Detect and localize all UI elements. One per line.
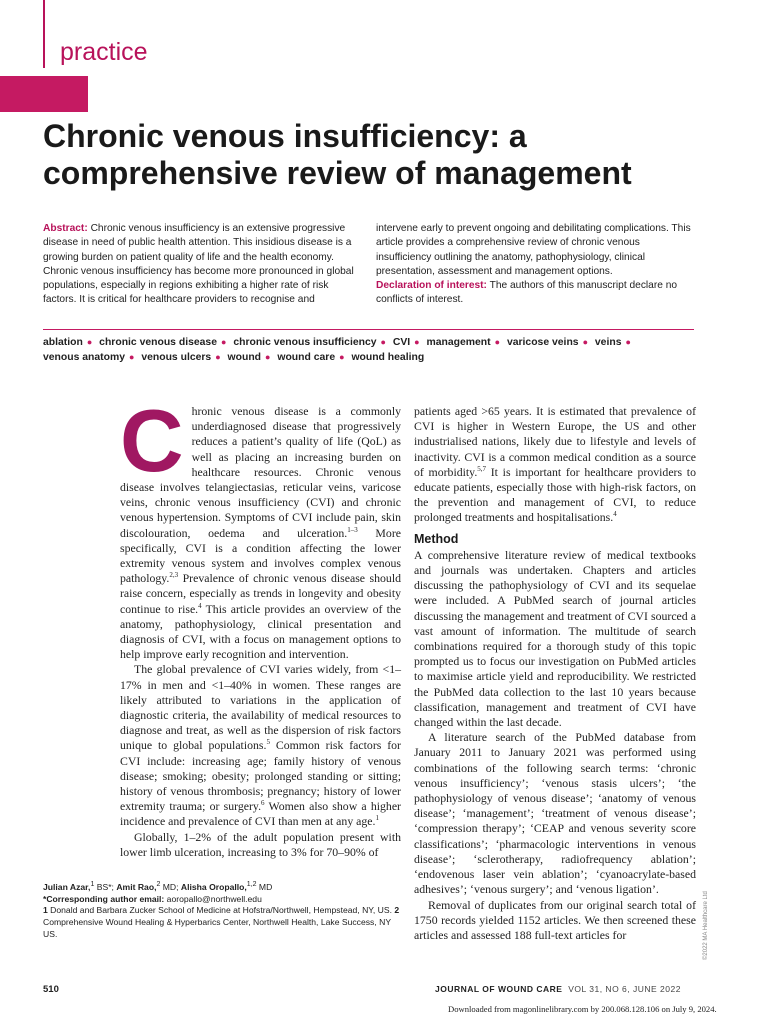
- abstract-right: [376, 222, 696, 308]
- journal-footer: [435, 984, 681, 994]
- keywords-divider: [43, 329, 694, 330]
- body-paragraph: Chronic venous disease is a commonly underdiagnosed disease that progressively reduces a patient’s quality of life (QoL) as well as placing an increasing burden on healthcare resources. Chronic venous disease involves telangiectasias, reticular veins, varicose veins, chronic venous insufficiency (CVI) and chronic venous hypertension. Symptoms of CVI include pain, skin discolouration, oedema and ulceration.$^{1-3}$ More specifically, CVI is a condition affecting the lower extremity venous system and involves complex venous pathology.$^{2,3}$ Prevalence of chronic venous disease should raise concern, especially as trends in longevity and obesity continue to rise.$^4$ This article provides an overview of the anatomy, pathophysiology, clinical presentation and diagnosis of CVI, with a focus on management options to help improve early recognition and intervention.: [120, 391, 401, 662]
- keyword[interactable]: chronic venous insufficiency: [233, 337, 377, 348]
- keyword-bullet: ●: [582, 337, 589, 347]
- keyword-bullet: ●: [339, 352, 345, 362]
- corresponding-label: *Corresponding author email:: [43, 893, 165, 904]
- keywords-list: [43, 335, 703, 365]
- author-name: Alisha Oropallo,: [180, 882, 247, 892]
- page-number: 510: [43, 984, 59, 995]
- journal-issue: VOL 31, NO 6, JUNE 2022: [568, 984, 681, 994]
- keyword[interactable]: varicose veins: [506, 337, 579, 348]
- author-name: Julian Azar,: [43, 882, 91, 892]
- abstract-label: Abstract:: [43, 223, 88, 234]
- journal-name: JOURNAL OF WOUND CARE: [435, 984, 563, 994]
- citation: 4: [198, 601, 202, 610]
- keyword[interactable]: veins: [594, 337, 622, 348]
- body-paragraph: The global prevalence of CVI varies widely, from <1–17% in men and <1–40% in women. These ranges are likely attributed to variations in the application of diagnostic criteria, the availability of medical resources to diagnose and treat, as well as the dispersion of risk factors unique to global populations.$^5$ Common risk factors for CVI include: increasing age; family history of venous disease; smoking; obesity; prolonged standing or sitting; history of venous thrombosis; pregnancy; history of lower extremity trauma; or surgery.$^6$ Women also show a higher incidence and prevalence of CVI than men at any age.$^1$: [120, 662, 401, 829]
- citation: 2,3: [169, 571, 179, 580]
- keyword-bullet: ●: [265, 352, 271, 362]
- citation: 6: [261, 799, 265, 808]
- article-title: Chronic venous insufficiency: a comprehensive review of management: [43, 118, 632, 191]
- keyword[interactable]: wound care: [277, 352, 336, 363]
- keyword-bullet: ●: [129, 352, 135, 362]
- keyword[interactable]: wound: [227, 352, 262, 363]
- citation: 5,7: [477, 464, 487, 473]
- declaration-text: The authors of this manuscript declare no conflicts of interest.: [376, 280, 678, 306]
- keyword[interactable]: chronic venous disease: [99, 337, 217, 348]
- body-paragraph: Globally, 1–2% of the adult population present with lower limb ulceration, increasing to 3% for 70–90% of: [120, 829, 401, 859]
- keyword-bullet: ●: [215, 352, 221, 362]
- keyword[interactable]: venous ulcers: [141, 352, 212, 363]
- keyword-bullet: ●: [625, 337, 631, 347]
- keyword[interactable]: wound healing: [351, 352, 425, 363]
- method-heading: Method: [414, 531, 459, 546]
- keyword[interactable]: CVI: [392, 337, 411, 348]
- drop-cap: C: [120, 391, 184, 490]
- body-paragraph: Removal of duplicates from our original search total of 1750 records yielded 1152 articles. We then screened these articles and assessed 188 full-text articles for: [414, 897, 696, 942]
- author-info: Julian Azar,$^1$ BS*; Amit Rao,$^2$ MD; Alisha Oropallo,$^{1,2}$ MD *Corresponding author email: aoropallo@northwell.edu 1 Donald and Barbara Zucker School of Medicine at Hofstra/Northwell, Hempstead, NY, US. 2 Comprehensive Wound Healing & Hyperbarics Center, Northwell Health, Lake Success, NY US.: [43, 881, 400, 939]
- keyword-bullet: ●: [414, 337, 420, 347]
- declaration-label: Declaration of interest:: [376, 280, 487, 292]
- citation: 1–3: [347, 525, 358, 534]
- keyword[interactable]: management: [426, 337, 491, 348]
- body-paragraph: patients aged >65 years. It is estimated that prevalence of CVI is higher in Western Europe, the US and other industrialised nations, likely due to lifestyle and levels of inactivity. CVI is a common medical condition as a source of morbidity.$^{5,7}$ It is important for healthcare providers to educate patients, especially those with high-risk factors, on the prevention and management of CVI, to reduce prolonged treatments and hospitalisations.$^4$: [414, 404, 696, 525]
- keyword[interactable]: venous anatomy: [43, 352, 125, 363]
- download-note: Downloaded from magonlinelibrary.com by 200.068.128.106 on July 9, 2024.: [448, 1004, 717, 1014]
- body-paragraph: A comprehensive literature review of medical textbooks and journals was undertaken. Chapters and articles discussing the pathophysiology of CVI and its sequelae were included. A PubMed search of journal articles discussing the management and treatment of CVI sourced a vast amount of information. The multitude of search combinations required for a thorough study of this topic prompted us to focus our investigation on PubMed articles to maximise article yield and reproducibility. We restricted the PubMed data collection to the last 10 years because classification, management and treatment of CVI have changed within the last decade.: [414, 547, 696, 730]
- body-paragraph: A literature search of the PubMed database from January 2011 to January 2021 was performed using combinations of the following search terms: ‘chronic venous insufficiency’; ‘venous stasis ulcers’; ‘the pathophysiology of venous disease’; ‘anatomy of venous disease’; ‘management’; ‘treatment of venous disease’; ‘compression therapy’; ‘CEAP and venous severity score classifications’; ‘pharmacologic interventions in venous disease’; ‘sclerotherapy, radiofrequency ablation’; ‘endovenous laser vein ablation’; ‘cyanoacrylate-based adhesives’; ‘venous surgery’; and ‘venous ligation’.: [414, 730, 696, 897]
- citation: 1: [375, 814, 379, 823]
- abstract-text-left: Chronic venous insufficiency is an extensive progressive disease in need of public health attention. This insidious disease is a growing burden on patient quality of life and the health economy. Chronic venous insufficiency has become more pronounced in global populations, especially in regions exhibiting a higher rate of risk factors. It is critical for healthcare providers to recognise and: [43, 223, 354, 306]
- keyword-bullet: ●: [220, 337, 227, 347]
- affiliation: Comprehensive Wound Healing & Hyperbarics Center, Northwell Health, Lake Success, NY US.: [43, 917, 391, 939]
- corresponding-email[interactable]: aoropallo@northwell.edu: [164, 893, 262, 904]
- affiliation: Donald and Barbara Zucker School of Medicine at Hofstra/Northwell, Hempstead, NY, US.: [47, 905, 395, 916]
- section-label: practice: [60, 38, 148, 66]
- keyword-bullet: ●: [380, 337, 386, 347]
- body-column-right: [414, 404, 696, 943]
- author-name: Amit Rao,: [116, 882, 157, 892]
- keyword-bullet: ●: [86, 337, 93, 347]
- copyright-notice: ©2022 MA Healthcare Ltd: [703, 891, 709, 960]
- keyword[interactable]: ablation: [43, 337, 83, 348]
- abstract-left: [43, 222, 363, 308]
- section-color-block: [0, 76, 88, 112]
- citation: 5: [266, 738, 270, 747]
- body-column-left: [120, 391, 401, 860]
- section-accent-bar: [43, 0, 45, 68]
- keyword-bullet: ●: [494, 337, 501, 347]
- citation: 4: [613, 510, 617, 519]
- abstract-text-right: intervene early to prevent ongoing and debilitating complications. This article provides a comprehensive review of chronic venous insufficiency outlining the anatomy, pathophysiology, clinical presentation, assessment and management options.: [376, 223, 691, 277]
